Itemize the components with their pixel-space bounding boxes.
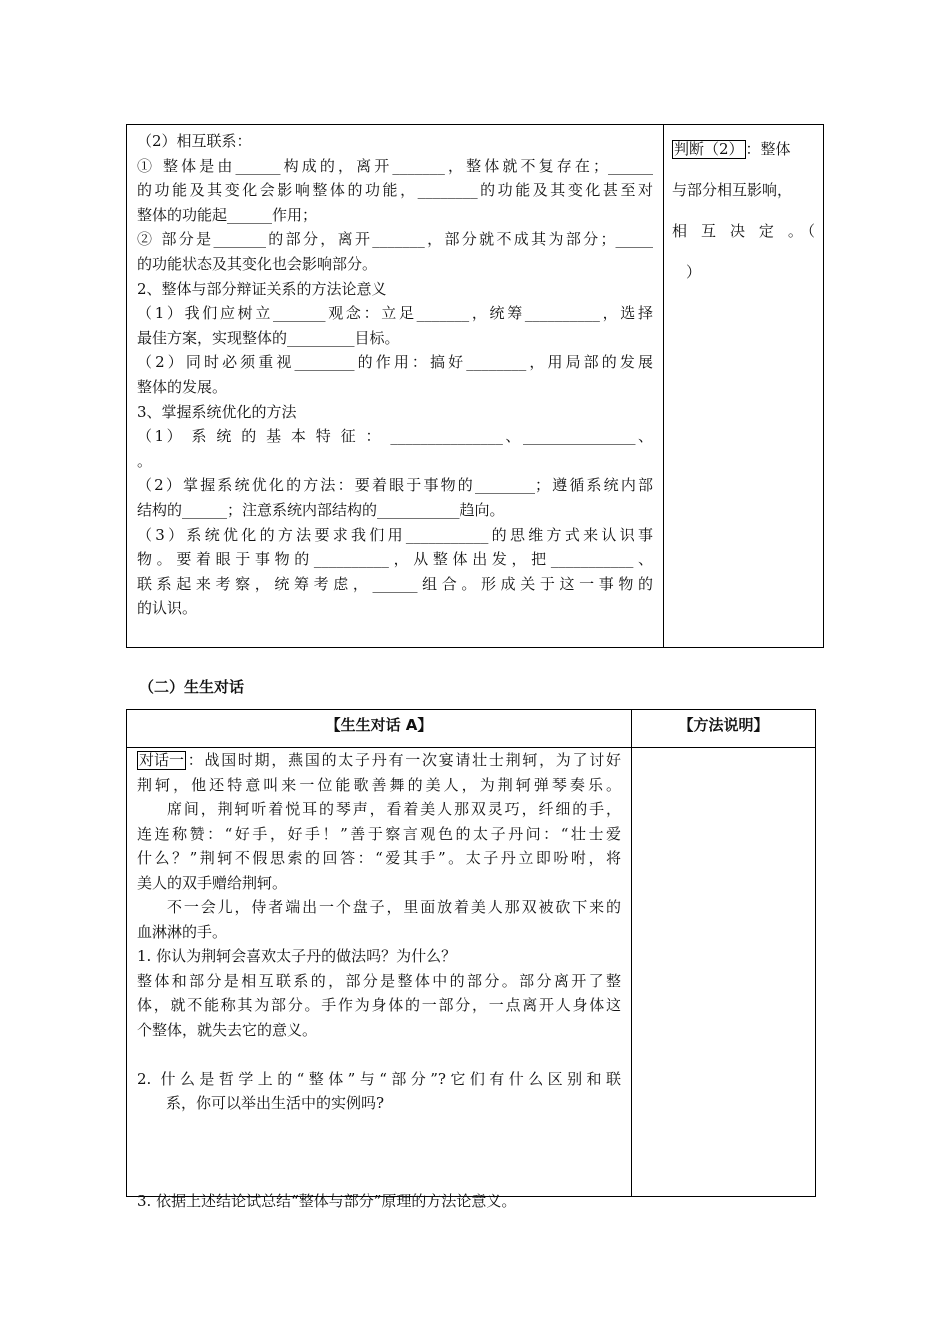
dialogue-label: 对话一	[139, 751, 185, 769]
text-line: ② 部分是_______的部分，离开_______，部分就不成其为部分；_____	[137, 230, 653, 249]
text-line: （2）同时必须重视________的作用：搞好________，用局部的发展	[137, 353, 653, 372]
text-line: 2、整体与部分辩证关系的方法论意义	[137, 279, 387, 298]
text-line: 物。要着眼于事物的__________，从整体出发，把___________、	[137, 550, 653, 569]
text-line: 整体和部分是相互联系的，部分是整体中的部分。部分离开了整	[137, 971, 621, 990]
text-line: 的认识。	[137, 599, 198, 618]
text-line: 不一会儿，侍者端出一个盘子，里面放着美人那双被砍下来的	[167, 898, 621, 916]
text-line: 整体的发展。	[137, 377, 228, 396]
header-method: 【方法说明】	[678, 716, 769, 734]
knowledge-cell	[127, 125, 664, 647]
judgment-label: 判断（2）	[674, 140, 744, 158]
dialogue-table	[126, 709, 816, 1210]
text-line: ：战国时期，燕国的太子丹有一次宴请壮士荆轲，为了讨好	[186, 751, 621, 769]
text-line: 席间，荆轲听着悦耳的琴声，看着美人那双灵巧，纤细的手，	[167, 800, 621, 818]
text-line: 体，就不能称其为部分。手作为身体的一部分，一点离开人身体这	[137, 996, 621, 1014]
text-line: 的功能状态及其变化也会影响部分。	[137, 254, 378, 273]
question-1: 1. 你认为荆轲会喜欢太子丹的做法吗？为什么？	[137, 947, 457, 965]
text-line: （1）我们应树立_______观念：立足_______，统筹__________，选择	[137, 304, 653, 323]
text-line: 个整体，就失去它的意义。	[137, 1020, 318, 1039]
section-title: （二）生生对话	[139, 678, 245, 696]
text-line: 3、掌握系统优化的方法	[137, 402, 297, 421]
text-line: 系，你可以举出生活中的实例吗?	[166, 1094, 385, 1112]
header-dialogue: 【生生对话 A】	[127, 710, 632, 747]
text-line: 最佳方案，实现整体的_________目标。	[137, 328, 400, 347]
text-line: 荆轲，他还特意叫来一位能歌善舞的美人，为荆轲弹琴奏乐。	[137, 775, 621, 794]
text-line: （2）相互联系：	[137, 132, 252, 150]
text-line: 。	[137, 451, 153, 470]
text-line: 结构的______；注意系统内部结构的___________趋向。	[137, 500, 505, 519]
text-line: 的功能及其变化会影响整体的功能，________的功能及其变化甚至对	[137, 181, 653, 200]
judgment-text: ）	[686, 263, 702, 281]
text-line: （2）掌握系统优化的方法：要着眼于事物的________；遵循系统内部	[137, 476, 653, 495]
table-header	[127, 710, 815, 748]
text-line: 整体的功能起______作用；	[137, 205, 318, 224]
judgment-text: 相 互 决 定 。（	[672, 222, 815, 240]
judgment-text: ：整体	[745, 140, 791, 158]
text-line: ① 整体是由______构成的，离开_______，整体就不复存在；______	[137, 156, 653, 175]
text-line: （1） 系 统 的 基 本 特 征 ： _______________、_______________、	[137, 427, 653, 446]
question-3: 3. 依据上述结论试总结“整体与部分”原理的方法论意义。	[137, 1192, 517, 1210]
text-line: 联系起来考察，统筹考虑，______组合。形成关于这一事物的	[137, 574, 653, 593]
text-line: 连连称赞：“好手，好手！”善于察言观色的太子丹问：“壮士爱	[137, 824, 621, 843]
judgment-text: 与部分相互影响，	[672, 181, 793, 199]
text-line: 什么？”荆轲不假思索的回答：“爱其手”。太子丹立即吩咐，将	[137, 849, 621, 867]
study-table	[126, 124, 824, 648]
judgment-cell	[664, 125, 823, 647]
dialogue-cell	[127, 748, 632, 1210]
question-2: 2. 什么是哲学上的“整体”与“部分”?它们有什么区别和联	[137, 1069, 621, 1088]
text-line: 美人的双手赠给荆轲。	[137, 873, 288, 892]
text-line: （3）系统优化的方法要求我们用___________的思维方式来认识事	[137, 525, 653, 544]
text-line: 血淋淋的手。	[137, 922, 228, 941]
